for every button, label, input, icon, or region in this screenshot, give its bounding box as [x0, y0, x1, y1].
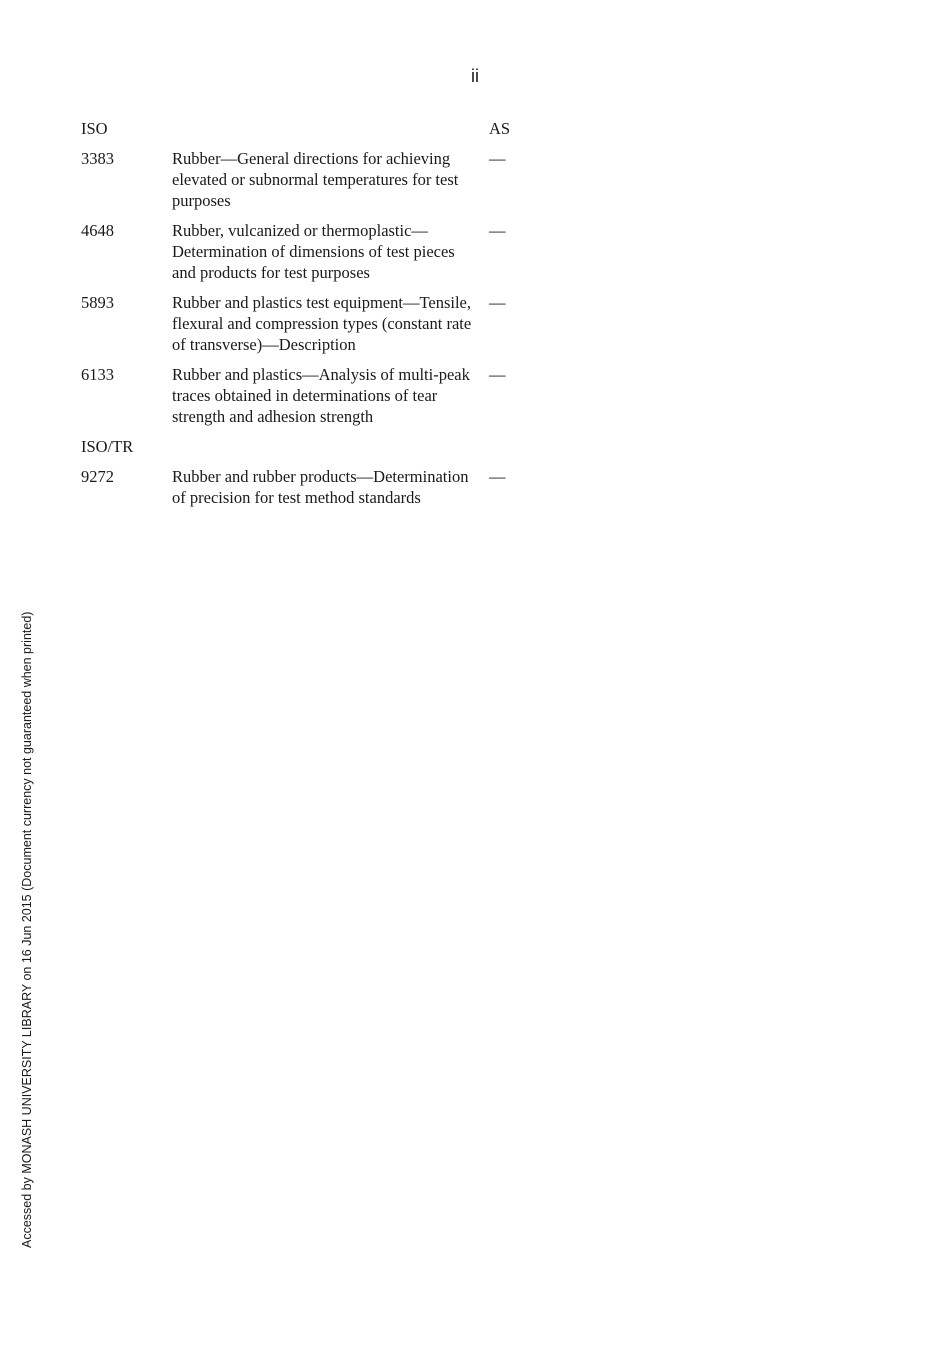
table-row	[81, 466, 541, 508]
iso-tr-group-label: ISO/TR	[81, 437, 134, 456]
standard-title: Rubber—General directions for achieving elevated or subnormal temperatures for test purposes	[172, 149, 459, 210]
as-column-header: AS	[489, 119, 511, 138]
standard-title: Rubber and plastics test equipment—Tensile, flexural and compression types (constant rate of transverse)—Description	[172, 293, 472, 354]
as-equivalent: —	[489, 365, 506, 384]
standard-title: Rubber, vulcanized or thermoplastic—Determination of dimensions of test pieces and products for test purposes	[172, 221, 455, 282]
as-equivalent: —	[489, 221, 506, 240]
table-row	[81, 292, 541, 355]
standard-number: 5893	[81, 293, 114, 312]
page-number: ii	[471, 66, 479, 86]
table-row	[81, 220, 541, 283]
table-row	[81, 148, 541, 211]
iso-column-header: ISO	[81, 119, 108, 138]
table-header	[81, 118, 541, 148]
as-equivalent: —	[489, 467, 506, 486]
standard-title: Rubber and rubber products—Determination of precision for test method standards	[172, 467, 469, 507]
standard-number: 3383	[81, 149, 114, 168]
standard-title: Rubber and plastics—Analysis of multi-peak traces obtained in determinations of tear strength and adhesion strength	[172, 365, 470, 426]
access-watermark: Accessed by MONASH UNIVERSITY LIBRARY on 16 Jun 2015 (Document currency not guaranteed when printed)	[20, 611, 34, 1248]
standard-number: 6133	[81, 365, 114, 384]
standard-number: 9272	[81, 467, 114, 486]
table-row	[81, 364, 541, 427]
standard-number: 4648	[81, 221, 114, 240]
as-equivalent: —	[489, 149, 506, 168]
as-equivalent: —	[489, 293, 506, 312]
standards-reference-table	[81, 118, 541, 517]
